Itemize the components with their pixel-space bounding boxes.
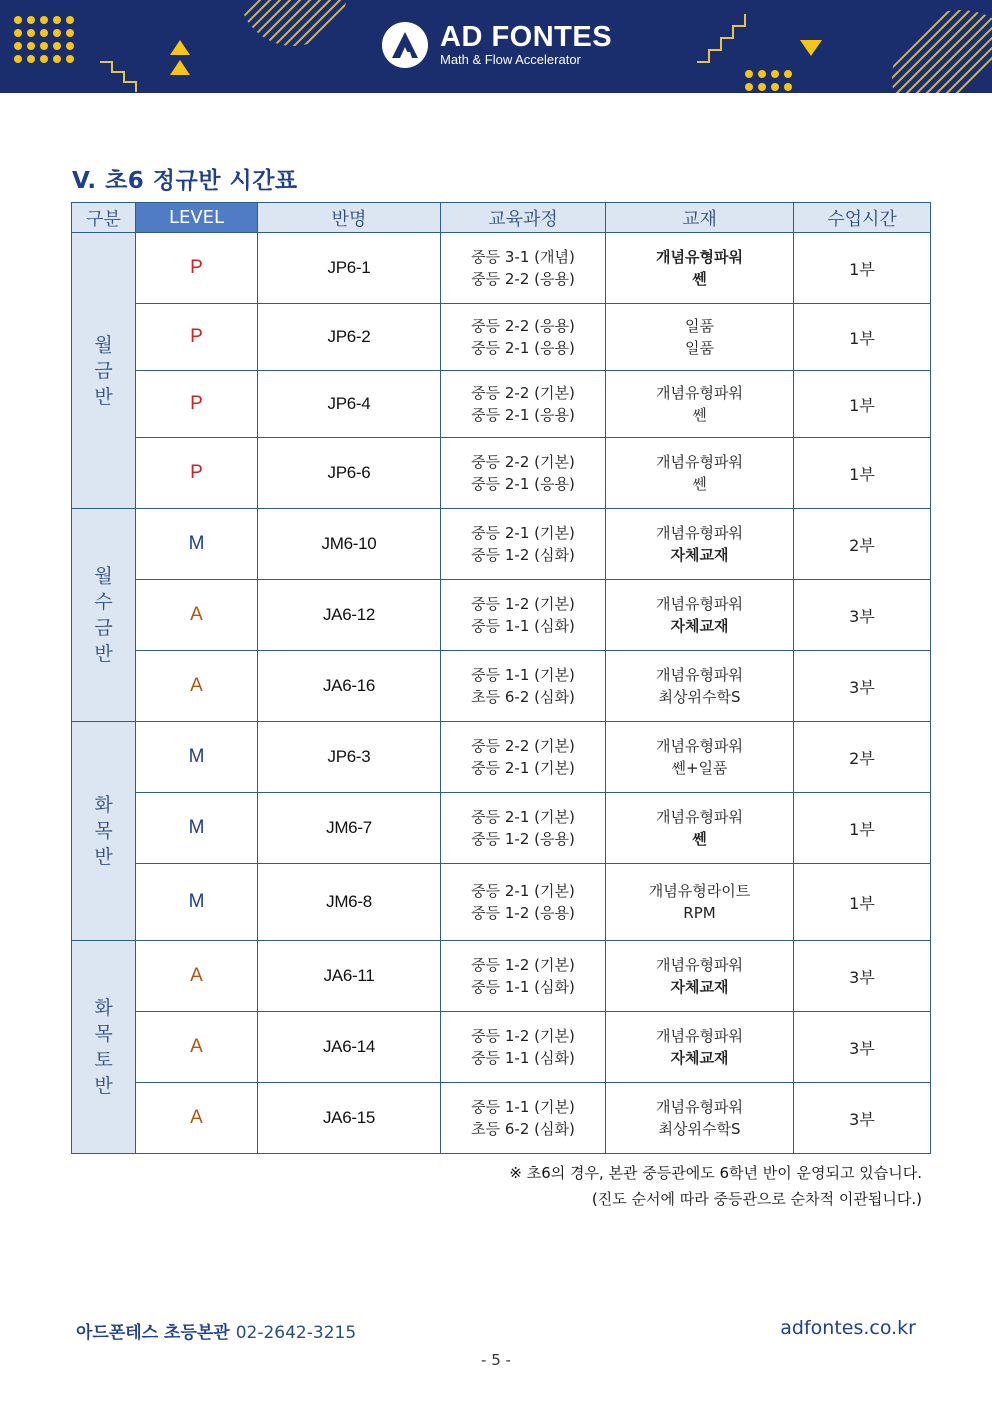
time-cell: 3부	[794, 1083, 931, 1154]
time-cell: 3부	[794, 651, 931, 722]
class-name-cell: JM6-10	[258, 509, 441, 580]
course-line: 중등 1-2 (기본)	[471, 1027, 575, 1045]
book-line: 쎈	[692, 475, 707, 493]
class-name-cell: JA6-14	[258, 1012, 441, 1083]
course-line: 중등 2-1 (응용)	[471, 475, 575, 493]
books-cell	[606, 793, 794, 864]
book-line: 자체교재	[670, 978, 729, 996]
course-cell	[441, 651, 606, 722]
time-cell: 3부	[794, 580, 931, 651]
table-body	[72, 233, 931, 1154]
book-line: 개념유형파워	[656, 1098, 743, 1116]
group-cell	[72, 722, 136, 941]
class-name-cell: JM6-8	[258, 864, 441, 941]
book-line: 개념유형파워	[656, 595, 743, 613]
group-cell	[72, 509, 136, 722]
stairs-icon	[100, 62, 136, 92]
level-cell: A	[136, 941, 258, 1012]
brand-logo	[382, 20, 612, 70]
group-label: 화 목 토 반	[94, 997, 113, 1097]
group-cell	[72, 941, 136, 1154]
course-cell	[441, 1083, 606, 1154]
table-row	[72, 1012, 931, 1083]
page-number: - 5 -	[481, 1351, 511, 1369]
book-line: 개념유형파워	[656, 666, 743, 684]
course-line: 중등 2-1 (응용)	[471, 339, 575, 357]
course-line: 중등 1-2 (응용)	[471, 830, 575, 848]
course-line: 중등 1-2 (기본)	[471, 595, 575, 613]
table-row	[72, 941, 931, 1012]
course-line: 중등 1-2 (응용)	[471, 904, 575, 922]
section-title: V. 초6 정규반 시간표	[72, 168, 298, 194]
table-row	[72, 722, 931, 793]
book-line: 일품	[685, 339, 714, 357]
footer-phone: 02-2642-3215	[235, 1323, 357, 1343]
level-cell: A	[136, 1012, 258, 1083]
course-line: 중등 1-1 (심화)	[471, 978, 575, 996]
books-cell	[606, 509, 794, 580]
book-line: 일품	[685, 317, 714, 335]
class-name-cell: JP6-6	[258, 438, 441, 509]
col-header-group: 구분	[72, 203, 136, 233]
level-cell: P	[136, 371, 258, 438]
footer-website[interactable]: adfontes.co.kr	[780, 1317, 916, 1339]
course-line: 중등 3-1 (개념)	[471, 248, 575, 266]
hatched-circle-top	[210, 0, 370, 50]
book-line: 개념유형파워	[656, 384, 743, 402]
level-cell: M	[136, 864, 258, 941]
col-header-time: 수업시간	[794, 203, 931, 233]
time-cell: 1부	[794, 371, 931, 438]
book-line: 개념유형파워	[656, 808, 743, 826]
class-name-cell: JA6-11	[258, 941, 441, 1012]
group-label: 월 수 금 반	[94, 565, 113, 665]
book-line: 개념유형라이트	[648, 882, 751, 900]
course-line: 초등 6-2 (심화)	[471, 688, 575, 706]
course-cell	[441, 304, 606, 371]
level-cell: M	[136, 793, 258, 864]
book-line: 최상위수학S	[658, 1120, 741, 1138]
col-header-books: 교재	[606, 203, 794, 233]
note-line: (진도 순서에 따라 중등관으로 순차적 이관됩니다.)	[591, 1190, 922, 1208]
hatched-circle-right	[860, 0, 992, 93]
class-name-cell: JA6-15	[258, 1083, 441, 1154]
course-line: 중등 1-2 (심화)	[471, 546, 575, 564]
course-line: 중등 2-2 (기본)	[471, 737, 575, 755]
time-cell: 1부	[794, 438, 931, 509]
footer-name: 아드폰테스 초등본관	[76, 1323, 230, 1343]
col-header-course: 교육과정	[441, 203, 606, 233]
table-row	[72, 233, 931, 304]
level-cell: P	[136, 233, 258, 304]
book-line: 개념유형파워	[656, 248, 743, 266]
book-line: 개념유형파워	[656, 956, 743, 974]
course-cell	[441, 793, 606, 864]
group-label: 화 목 반	[94, 794, 113, 868]
course-line: 중등 2-2 (기본)	[471, 384, 575, 402]
triangle-down-icon	[800, 40, 822, 56]
table-row	[72, 304, 931, 371]
book-line: RPM	[683, 904, 716, 922]
books-cell	[606, 864, 794, 941]
table-row	[72, 509, 931, 580]
timetable	[71, 202, 931, 1154]
books-cell	[606, 941, 794, 1012]
course-line: 중등 1-1 (기본)	[471, 1098, 575, 1116]
book-line: 쎈	[692, 270, 707, 288]
books-cell	[606, 233, 794, 304]
class-name-cell: JP6-2	[258, 304, 441, 371]
triangle-up-icon	[170, 60, 190, 75]
level-cell: P	[136, 304, 258, 371]
books-cell	[606, 580, 794, 651]
time-cell: 1부	[794, 304, 931, 371]
table-row	[72, 371, 931, 438]
table-row	[72, 580, 931, 651]
table-row	[72, 438, 931, 509]
level-cell: A	[136, 651, 258, 722]
books-cell	[606, 651, 794, 722]
course-line: 중등 2-1 (기본)	[471, 524, 575, 542]
level-cell: M	[136, 509, 258, 580]
group-label: 월 금 반	[94, 333, 113, 408]
book-line: 개념유형파워	[656, 524, 743, 542]
footer-contact	[76, 1318, 356, 1343]
course-line: 중등 1-2 (기본)	[471, 956, 575, 974]
course-line: 중등 1-1 (심화)	[471, 617, 575, 635]
books-cell	[606, 722, 794, 793]
time-cell: 1부	[794, 233, 931, 304]
time-cell: 3부	[794, 1012, 931, 1083]
brand-tagline: Math & Flow Accelerator	[440, 52, 581, 67]
time-cell: 2부	[794, 509, 931, 580]
class-name-cell: JA6-16	[258, 651, 441, 722]
books-cell	[606, 1083, 794, 1154]
course-line: 중등 2-1 (응용)	[471, 406, 575, 424]
class-name-cell: JP6-1	[258, 233, 441, 304]
course-cell	[441, 580, 606, 651]
book-line: 개념유형파워	[656, 1027, 743, 1045]
course-line: 중등 2-1 (기본)	[471, 759, 575, 777]
books-cell	[606, 371, 794, 438]
class-name-cell: JA6-12	[258, 580, 441, 651]
course-line: 중등 2-1 (기본)	[471, 882, 575, 900]
logo-mark-icon	[382, 22, 428, 68]
course-cell	[441, 864, 606, 941]
course-line: 중등 2-2 (기본)	[471, 453, 575, 471]
group-cell	[72, 233, 136, 509]
book-line: 쎈+일품	[671, 759, 728, 777]
table-row	[72, 1083, 931, 1154]
book-line: 자체교재	[670, 546, 729, 564]
notes	[509, 1160, 922, 1212]
book-line: 최상위수학S	[658, 688, 741, 706]
book-line: 쎈	[692, 406, 707, 424]
book-line: 개념유형파워	[656, 453, 743, 471]
course-line: 중등 1-1 (기본)	[471, 666, 575, 684]
brand-name: AD FONTES	[440, 21, 613, 53]
table-row	[72, 793, 931, 864]
course-line: 중등 1-1 (심화)	[471, 1049, 575, 1067]
course-cell	[441, 722, 606, 793]
book-line: 자체교재	[670, 617, 729, 635]
course-line: 중등 2-1 (기본)	[471, 808, 575, 826]
stairs-icon	[697, 14, 745, 62]
books-cell	[606, 304, 794, 371]
course-line: 중등 2-2 (응용)	[471, 317, 575, 335]
class-name-cell: JP6-3	[258, 722, 441, 793]
books-cell	[606, 438, 794, 509]
col-header-level: LEVEL	[136, 203, 258, 233]
time-cell: 3부	[794, 941, 931, 1012]
course-cell	[441, 371, 606, 438]
course-cell	[441, 509, 606, 580]
level-cell: M	[136, 722, 258, 793]
class-name-cell: JM6-7	[258, 793, 441, 864]
course-line: 중등 2-2 (응용)	[471, 270, 575, 288]
table-row	[72, 651, 931, 722]
level-cell: A	[136, 1083, 258, 1154]
course-cell	[441, 233, 606, 304]
books-cell	[606, 1012, 794, 1083]
triangle-up-icon	[170, 40, 190, 55]
header-row	[72, 203, 931, 233]
course-cell	[441, 941, 606, 1012]
course-cell	[441, 438, 606, 509]
course-cell	[441, 1012, 606, 1083]
header-banner	[0, 0, 992, 93]
book-line: 쎈	[692, 830, 707, 848]
time-cell: 2부	[794, 722, 931, 793]
col-header-class: 반명	[258, 203, 441, 233]
course-line: 초등 6-2 (심화)	[471, 1120, 575, 1138]
class-name-cell: JP6-4	[258, 371, 441, 438]
level-cell: P	[136, 438, 258, 509]
time-cell: 1부	[794, 793, 931, 864]
note-line: ※ 초6의 경우, 본관 중등관에도 6학년 반이 운영되고 있습니다.	[509, 1164, 922, 1182]
table-row	[72, 864, 931, 941]
time-cell: 1부	[794, 864, 931, 941]
book-line: 자체교재	[670, 1049, 729, 1067]
book-line: 개념유형파워	[656, 737, 743, 755]
level-cell: A	[136, 580, 258, 651]
